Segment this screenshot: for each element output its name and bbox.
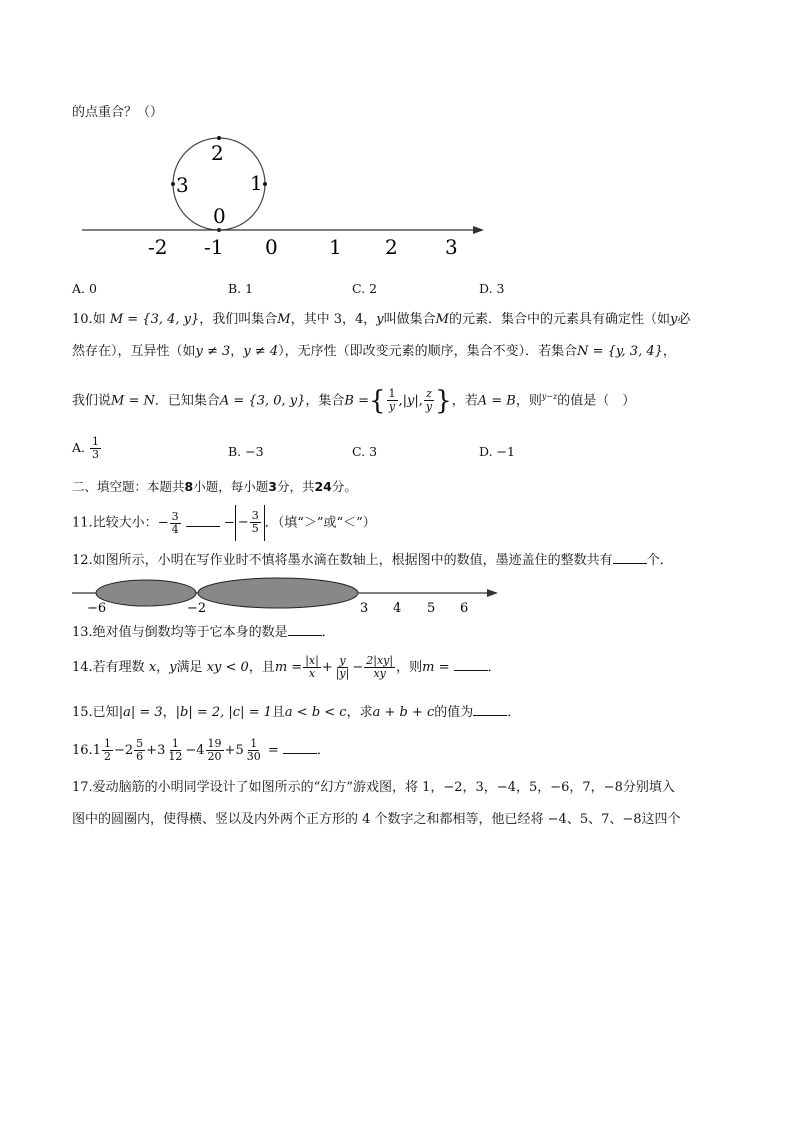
q10-text: ，其中 3，4， xyxy=(290,312,377,327)
q15: 15.已知|a| = 3，|b| = 2, |c| = 1且a < b < c，求a + b + c的值为 ． xyxy=(72,705,521,720)
q16-operator: + xyxy=(224,743,236,758)
axis-tick-3: 3 xyxy=(445,235,458,259)
q10-option-b: B. −3 xyxy=(228,444,264,459)
q9-text-tail: 的点重合？（） xyxy=(72,105,164,120)
q9-option-b: B. 1 xyxy=(228,281,254,296)
circle-label-3: 3 xyxy=(176,173,189,197)
q10-y: y xyxy=(376,312,384,327)
q10-set-n: N = {y, 3, 4} xyxy=(577,344,663,359)
q10-text: ，若 xyxy=(451,393,478,409)
q10-power: y−z xyxy=(541,392,558,401)
q14: 14.若有理数 x，y满足 xy < 0，且m = $\frac{|x|}{x}$ + $\frac{y}{|y|}$ − $\frac{2|xy|}{xy}$ ，则m = ． xyxy=(72,654,501,680)
q10-text: ，集合 xyxy=(305,393,345,409)
q10-m: M xyxy=(435,312,449,327)
q17-line-2: 图中的圆圈内，使得横、竖以及内外两个正方形的 4 个数字之和都相等，他已经将 −4、5、7、−8这四个 xyxy=(72,812,681,827)
q11-answer-blank[interactable] xyxy=(186,514,220,527)
q16-operator: − xyxy=(185,743,197,758)
q10-text: ，则 xyxy=(515,393,542,409)
q16-operator: − xyxy=(113,743,125,758)
circle-point-top xyxy=(217,136,221,140)
axis-tick-0: 0 xyxy=(265,235,278,259)
q10-option-d: D. −1 xyxy=(479,444,515,459)
section-2-header: 二、填空题：本题共8小题，每小题3分，共24分。 xyxy=(72,479,357,494)
axis-arrow xyxy=(473,226,484,234)
q10-neq4: y ≠ 4 xyxy=(243,344,279,359)
q10-frac-z-over-y: $\frac{z}{y}$ xyxy=(425,387,433,414)
tick-5: 5 xyxy=(427,601,436,616)
q9-option-c: C. 2 xyxy=(352,281,378,296)
tick-4: 4 xyxy=(393,601,402,616)
axis-tick--1: -1 xyxy=(204,235,224,259)
q10-text: ，我们叫集合 xyxy=(199,312,278,327)
q10-abs-y: |y| xyxy=(402,393,419,409)
ink-blot-left xyxy=(96,580,196,606)
tick-6: 6 xyxy=(460,601,469,616)
q10-set-m: M = {3, 4, y} xyxy=(109,312,200,327)
q10-option-a: A. $\frac{1}{3}$ xyxy=(72,435,99,461)
q12-ink-number-line xyxy=(72,576,502,616)
q14-answer-blank[interactable] xyxy=(454,658,488,671)
tick--6: −6 xyxy=(87,601,107,616)
q16-mixed-number: 1 xyxy=(92,743,101,758)
q16-mixed-number: 2 xyxy=(124,743,134,758)
axis-tick-1: 1 xyxy=(329,235,342,259)
circle-label-0: 0 xyxy=(213,204,226,228)
tick--2: −2 xyxy=(187,601,207,616)
q16-fraction: $\frac{1}{2}$ xyxy=(103,737,111,763)
q10-text: 的元素．集合中的元素具有确定性（如 xyxy=(448,312,670,327)
q10-text: 叫做集合 xyxy=(383,312,436,327)
q9-option-d: D. 3 xyxy=(479,281,505,296)
q10-text: ， xyxy=(662,344,676,359)
q10-m-eq-n: M = N xyxy=(111,393,155,409)
q16-mixed-number: 3 xyxy=(157,743,166,758)
circle-label-1: 1 xyxy=(250,171,263,195)
q10-text: ， xyxy=(230,344,244,359)
q12-answer-blank[interactable] xyxy=(613,551,647,564)
q9-option-a: A. 0 xyxy=(72,281,97,296)
q16-fraction: $\frac{1}{12}$ xyxy=(168,737,183,763)
q10-line-3: 我们说M = N．已知集合A = {3, 0, y}，集合B ={ $\frac{1}{y}$ ,|y|, $\frac{z}{y}$ }，若A = B，则$^{y-z}$的值是（ ） xyxy=(72,385,636,416)
circle-point-right xyxy=(263,182,267,186)
q10-text: ．已知集合 xyxy=(154,393,220,409)
q16-answer-blank[interactable] xyxy=(283,741,317,754)
tick-3: 3 xyxy=(360,601,369,616)
q10-text: 如 xyxy=(92,312,106,327)
q10-text: 必 xyxy=(677,312,691,327)
q10-text: ），无序性（即改变元素的顺序，集合不变）．若集合 xyxy=(278,344,578,359)
q10-option-c: C. 3 xyxy=(352,444,378,459)
circle-label-2: 2 xyxy=(211,141,224,165)
q10-text: 然存在），互异性（如 xyxy=(72,344,196,359)
circle-point-left xyxy=(171,182,175,186)
q9-number-line-figure xyxy=(72,128,492,263)
q10-a-eq-b: A = B xyxy=(477,393,516,409)
q10-text: 的值是（ ） xyxy=(557,393,636,409)
q10-line-2 xyxy=(72,343,676,361)
q10-y: y xyxy=(670,312,678,327)
q17-line-1: 17.爱动脑筋的小明同学设计了如图所示的“幻方”游戏图，将 1，−2，3，−4，5，−6，7，−8分别填入 xyxy=(72,780,675,795)
q10-m: M xyxy=(277,312,291,327)
ink-blot-right xyxy=(198,578,358,608)
q10-set-a: A = {3, 0, y} xyxy=(219,393,306,409)
q16-fraction: $\frac{1}{30}$ xyxy=(246,737,261,763)
q13-answer-blank[interactable] xyxy=(288,623,322,636)
q13: 13.绝对值与倒数均等于它本身的数是 ． xyxy=(72,625,335,640)
q16-mixed-number: 5 xyxy=(235,743,244,758)
axis-tick-2: 2 xyxy=(385,235,398,259)
q16-fraction: $\frac{5}{6}$ xyxy=(136,737,144,763)
q16-operator: + xyxy=(146,743,158,758)
q15-answer-blank[interactable] xyxy=(473,703,507,716)
q10-line-1 xyxy=(72,311,690,329)
q10-neq3: y ≠ 3 xyxy=(195,344,231,359)
q16-fraction: $\frac{19}{20}$ xyxy=(207,737,222,763)
axis-tick--2: -2 xyxy=(148,235,168,259)
q11: 11.比较大小：− $\frac{3}{4}$ − − $\frac{3}{5}$ ．（填“＞”或“＜”） xyxy=(72,505,376,542)
q16: 16.1 $\frac{1}{2}$ −2 $\frac{5}{6}$ +3 $\frac{1}{12}$ −4 $\frac{19}{20}$ +5 $\frac{1}{30}$ = ． xyxy=(72,737,330,763)
q10-frac-1-over-y: $\frac{1}{y}$ xyxy=(388,387,396,414)
q10-text: 我们说 xyxy=(72,393,112,409)
q12: 12.如图所示，小明在写作业时不慎将墨水滴在数轴上，根据图中的数值，墨迹盖住的整数共有 个． xyxy=(72,553,673,568)
q10-number: 10. xyxy=(72,312,93,327)
q10-set-b-lhs: B = xyxy=(344,393,369,409)
q16-mixed-number: 4 xyxy=(196,743,205,758)
